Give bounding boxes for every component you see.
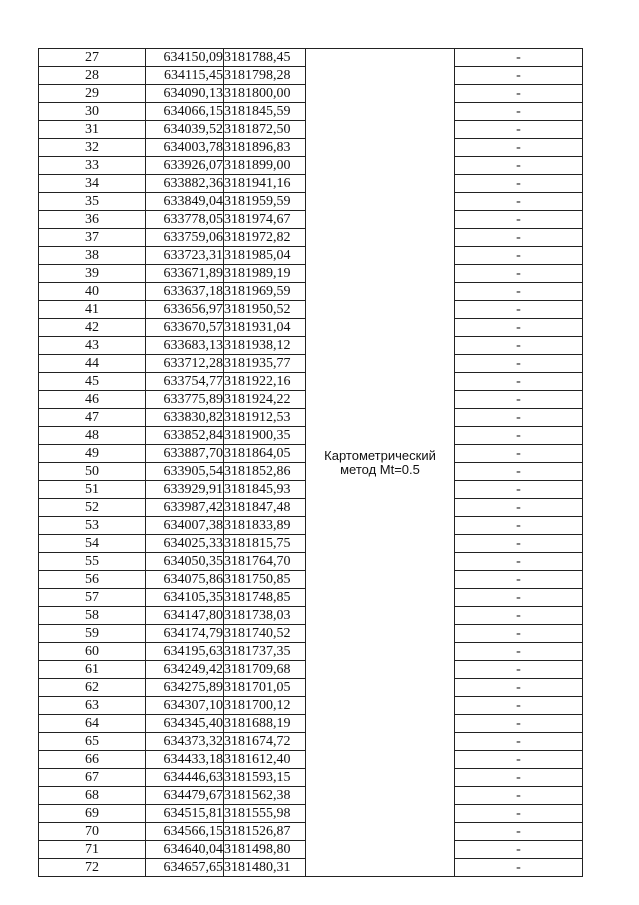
accuracy-cell: -: [455, 841, 583, 859]
x-coordinate-cell: 633754,77: [146, 373, 224, 391]
x-coordinate-cell: 634003,78: [146, 139, 224, 157]
point-number-cell: 63: [39, 697, 146, 715]
y-coordinate-cell: 3181764,70: [224, 553, 306, 571]
point-number-cell: 30: [39, 103, 146, 121]
accuracy-cell: -: [455, 463, 583, 481]
point-number-cell: 57: [39, 589, 146, 607]
point-number-cell: 42: [39, 319, 146, 337]
y-coordinate-cell: 3181924,22: [224, 391, 306, 409]
accuracy-cell: -: [455, 121, 583, 139]
y-coordinate-cell: 3181852,86: [224, 463, 306, 481]
accuracy-cell: -: [455, 85, 583, 103]
point-number-cell: 68: [39, 787, 146, 805]
point-number-cell: 62: [39, 679, 146, 697]
accuracy-cell: -: [455, 283, 583, 301]
x-coordinate-cell: 633775,89: [146, 391, 224, 409]
x-coordinate-cell: 633905,54: [146, 463, 224, 481]
y-coordinate-cell: 3181864,05: [224, 445, 306, 463]
accuracy-cell: -: [455, 265, 583, 283]
accuracy-cell: -: [455, 103, 583, 121]
y-coordinate-cell: 3181701,05: [224, 679, 306, 697]
point-number-cell: 53: [39, 517, 146, 535]
coordinates-table: [38, 48, 583, 877]
y-coordinate-cell: 3181800,00: [224, 85, 306, 103]
accuracy-cell: -: [455, 373, 583, 391]
y-coordinate-cell: 3181845,93: [224, 481, 306, 499]
point-number-cell: 40: [39, 283, 146, 301]
y-coordinate-cell: 3181555,98: [224, 805, 306, 823]
y-coordinate-cell: 3181748,85: [224, 589, 306, 607]
accuracy-cell: -: [455, 157, 583, 175]
y-coordinate-cell: 3181912,53: [224, 409, 306, 427]
point-number-cell: 37: [39, 229, 146, 247]
x-coordinate-cell: 634050,35: [146, 553, 224, 571]
method-cell: [306, 49, 455, 877]
x-coordinate-cell: 634150,09: [146, 49, 224, 67]
point-number-cell: 66: [39, 751, 146, 769]
accuracy-cell: -: [455, 553, 583, 571]
x-coordinate-cell: 633723,31: [146, 247, 224, 265]
accuracy-cell: -: [455, 211, 583, 229]
y-coordinate-cell: 3181959,59: [224, 193, 306, 211]
x-coordinate-cell: 634657,65: [146, 859, 224, 877]
x-coordinate-cell: 633830,82: [146, 409, 224, 427]
y-coordinate-cell: 3181798,28: [224, 67, 306, 85]
y-coordinate-cell: 3181941,16: [224, 175, 306, 193]
point-number-cell: 43: [39, 337, 146, 355]
method-line-2: метод Mt=0.5: [340, 461, 420, 477]
x-coordinate-cell: 634249,42: [146, 661, 224, 679]
x-coordinate-cell: 634566,15: [146, 823, 224, 841]
x-coordinate-cell: 633671,89: [146, 265, 224, 283]
point-number-cell: 44: [39, 355, 146, 373]
point-number-cell: 69: [39, 805, 146, 823]
y-coordinate-cell: 3181950,52: [224, 301, 306, 319]
y-coordinate-cell: 3181935,77: [224, 355, 306, 373]
y-coordinate-cell: 3181688,19: [224, 715, 306, 733]
x-coordinate-cell: 634066,15: [146, 103, 224, 121]
y-coordinate-cell: 3181700,12: [224, 697, 306, 715]
point-number-cell: 28: [39, 67, 146, 85]
x-coordinate-cell: 634479,67: [146, 787, 224, 805]
point-number-cell: 72: [39, 859, 146, 877]
point-number-cell: 52: [39, 499, 146, 517]
accuracy-cell: -: [455, 607, 583, 625]
point-number-cell: 41: [39, 301, 146, 319]
point-number-cell: 33: [39, 157, 146, 175]
accuracy-cell: -: [455, 751, 583, 769]
y-coordinate-cell: 3181815,75: [224, 535, 306, 553]
x-coordinate-cell: 633637,18: [146, 283, 224, 301]
point-number-cell: 58: [39, 607, 146, 625]
y-coordinate-cell: 3181740,52: [224, 625, 306, 643]
accuracy-cell: -: [455, 679, 583, 697]
accuracy-cell: -: [455, 571, 583, 589]
point-number-cell: 64: [39, 715, 146, 733]
x-coordinate-cell: 634090,13: [146, 85, 224, 103]
accuracy-cell: -: [455, 733, 583, 751]
point-number-cell: 59: [39, 625, 146, 643]
x-coordinate-cell: 633887,70: [146, 445, 224, 463]
y-coordinate-cell: 3181709,68: [224, 661, 306, 679]
y-coordinate-cell: 3181922,16: [224, 373, 306, 391]
y-coordinate-cell: 3181969,59: [224, 283, 306, 301]
y-coordinate-cell: 3181985,04: [224, 247, 306, 265]
x-coordinate-cell: 634373,32: [146, 733, 224, 751]
accuracy-cell: -: [455, 427, 583, 445]
x-coordinate-cell: 633683,13: [146, 337, 224, 355]
point-number-cell: 32: [39, 139, 146, 157]
point-number-cell: 34: [39, 175, 146, 193]
x-coordinate-cell: 634039,52: [146, 121, 224, 139]
accuracy-cell: -: [455, 391, 583, 409]
y-coordinate-cell: 3181480,31: [224, 859, 306, 877]
point-number-cell: 60: [39, 643, 146, 661]
accuracy-cell: -: [455, 337, 583, 355]
point-number-cell: 71: [39, 841, 146, 859]
accuracy-cell: -: [455, 499, 583, 517]
accuracy-cell: -: [455, 661, 583, 679]
x-coordinate-cell: 634640,04: [146, 841, 224, 859]
x-coordinate-cell: 634345,40: [146, 715, 224, 733]
point-number-cell: 51: [39, 481, 146, 499]
point-number-cell: 27: [39, 49, 146, 67]
accuracy-cell: -: [455, 229, 583, 247]
x-coordinate-cell: 634446,63: [146, 769, 224, 787]
y-coordinate-cell: 3181788,45: [224, 49, 306, 67]
accuracy-cell: -: [455, 193, 583, 211]
accuracy-cell: -: [455, 49, 583, 67]
y-coordinate-cell: 3181847,48: [224, 499, 306, 517]
x-coordinate-cell: 634007,38: [146, 517, 224, 535]
y-coordinate-cell: 3181872,50: [224, 121, 306, 139]
y-coordinate-cell: 3181526,87: [224, 823, 306, 841]
accuracy-cell: -: [455, 769, 583, 787]
x-coordinate-cell: 634147,80: [146, 607, 224, 625]
x-coordinate-cell: 634515,81: [146, 805, 224, 823]
point-number-cell: 36: [39, 211, 146, 229]
coordinates-table-body: [39, 49, 583, 877]
point-number-cell: 56: [39, 571, 146, 589]
accuracy-cell: -: [455, 481, 583, 499]
x-coordinate-cell: 634307,10: [146, 697, 224, 715]
y-coordinate-cell: 3181562,38: [224, 787, 306, 805]
x-coordinate-cell: 634075,86: [146, 571, 224, 589]
accuracy-cell: -: [455, 589, 583, 607]
x-coordinate-cell: 633778,05: [146, 211, 224, 229]
accuracy-cell: -: [455, 319, 583, 337]
y-coordinate-cell: 3181896,83: [224, 139, 306, 157]
accuracy-cell: -: [455, 175, 583, 193]
x-coordinate-cell: 633929,91: [146, 481, 224, 499]
y-coordinate-cell: 3181974,67: [224, 211, 306, 229]
x-coordinate-cell: 633852,84: [146, 427, 224, 445]
x-coordinate-cell: 634025,33: [146, 535, 224, 553]
accuracy-cell: -: [455, 409, 583, 427]
point-number-cell: 65: [39, 733, 146, 751]
accuracy-cell: -: [455, 625, 583, 643]
point-number-cell: 45: [39, 373, 146, 391]
x-coordinate-cell: 633656,97: [146, 301, 224, 319]
y-coordinate-cell: 3181833,89: [224, 517, 306, 535]
y-coordinate-cell: 3181674,72: [224, 733, 306, 751]
accuracy-cell: -: [455, 787, 583, 805]
accuracy-cell: -: [455, 859, 583, 877]
point-number-cell: 48: [39, 427, 146, 445]
x-coordinate-cell: 633849,04: [146, 193, 224, 211]
x-coordinate-cell: 633670,57: [146, 319, 224, 337]
x-coordinate-cell: 633987,42: [146, 499, 224, 517]
x-coordinate-cell: 633926,07: [146, 157, 224, 175]
accuracy-cell: -: [455, 643, 583, 661]
y-coordinate-cell: 3181938,12: [224, 337, 306, 355]
point-number-cell: 50: [39, 463, 146, 481]
accuracy-cell: -: [455, 139, 583, 157]
x-coordinate-cell: 634195,63: [146, 643, 224, 661]
accuracy-cell: -: [455, 535, 583, 553]
point-number-cell: 31: [39, 121, 146, 139]
y-coordinate-cell: 3181593,15: [224, 769, 306, 787]
point-number-cell: 46: [39, 391, 146, 409]
x-coordinate-cell: 634174,79: [146, 625, 224, 643]
point-number-cell: 70: [39, 823, 146, 841]
point-number-cell: 49: [39, 445, 146, 463]
accuracy-cell: -: [455, 247, 583, 265]
point-number-cell: 29: [39, 85, 146, 103]
y-coordinate-cell: 3181737,35: [224, 643, 306, 661]
x-coordinate-cell: 634105,35: [146, 589, 224, 607]
accuracy-cell: -: [455, 67, 583, 85]
point-number-cell: 54: [39, 535, 146, 553]
x-coordinate-cell: 634115,45: [146, 67, 224, 85]
y-coordinate-cell: 3181612,40: [224, 751, 306, 769]
y-coordinate-cell: 3181972,82: [224, 229, 306, 247]
y-coordinate-cell: 3181498,80: [224, 841, 306, 859]
point-number-cell: 55: [39, 553, 146, 571]
y-coordinate-cell: 3181900,35: [224, 427, 306, 445]
y-coordinate-cell: 3181899,00: [224, 157, 306, 175]
point-number-cell: 47: [39, 409, 146, 427]
x-coordinate-cell: 634275,89: [146, 679, 224, 697]
x-coordinate-cell: 633882,36: [146, 175, 224, 193]
accuracy-cell: -: [455, 517, 583, 535]
x-coordinate-cell: 633712,28: [146, 355, 224, 373]
y-coordinate-cell: 3181845,59: [224, 103, 306, 121]
point-number-cell: 38: [39, 247, 146, 265]
x-coordinate-cell: 633759,06: [146, 229, 224, 247]
x-coordinate-cell: 634433,18: [146, 751, 224, 769]
y-coordinate-cell: 3181989,19: [224, 265, 306, 283]
y-coordinate-cell: 3181931,04: [224, 319, 306, 337]
point-number-cell: 35: [39, 193, 146, 211]
method-line-1: Картометрический: [324, 447, 436, 463]
accuracy-cell: -: [455, 715, 583, 733]
accuracy-cell: -: [455, 445, 583, 463]
point-number-cell: 67: [39, 769, 146, 787]
accuracy-cell: -: [455, 805, 583, 823]
y-coordinate-cell: 3181750,85: [224, 571, 306, 589]
y-coordinate-cell: 3181738,03: [224, 607, 306, 625]
table-row: [39, 49, 583, 67]
accuracy-cell: -: [455, 301, 583, 319]
accuracy-cell: -: [455, 823, 583, 841]
point-number-cell: 39: [39, 265, 146, 283]
point-number-cell: 61: [39, 661, 146, 679]
accuracy-cell: -: [455, 355, 583, 373]
accuracy-cell: -: [455, 697, 583, 715]
